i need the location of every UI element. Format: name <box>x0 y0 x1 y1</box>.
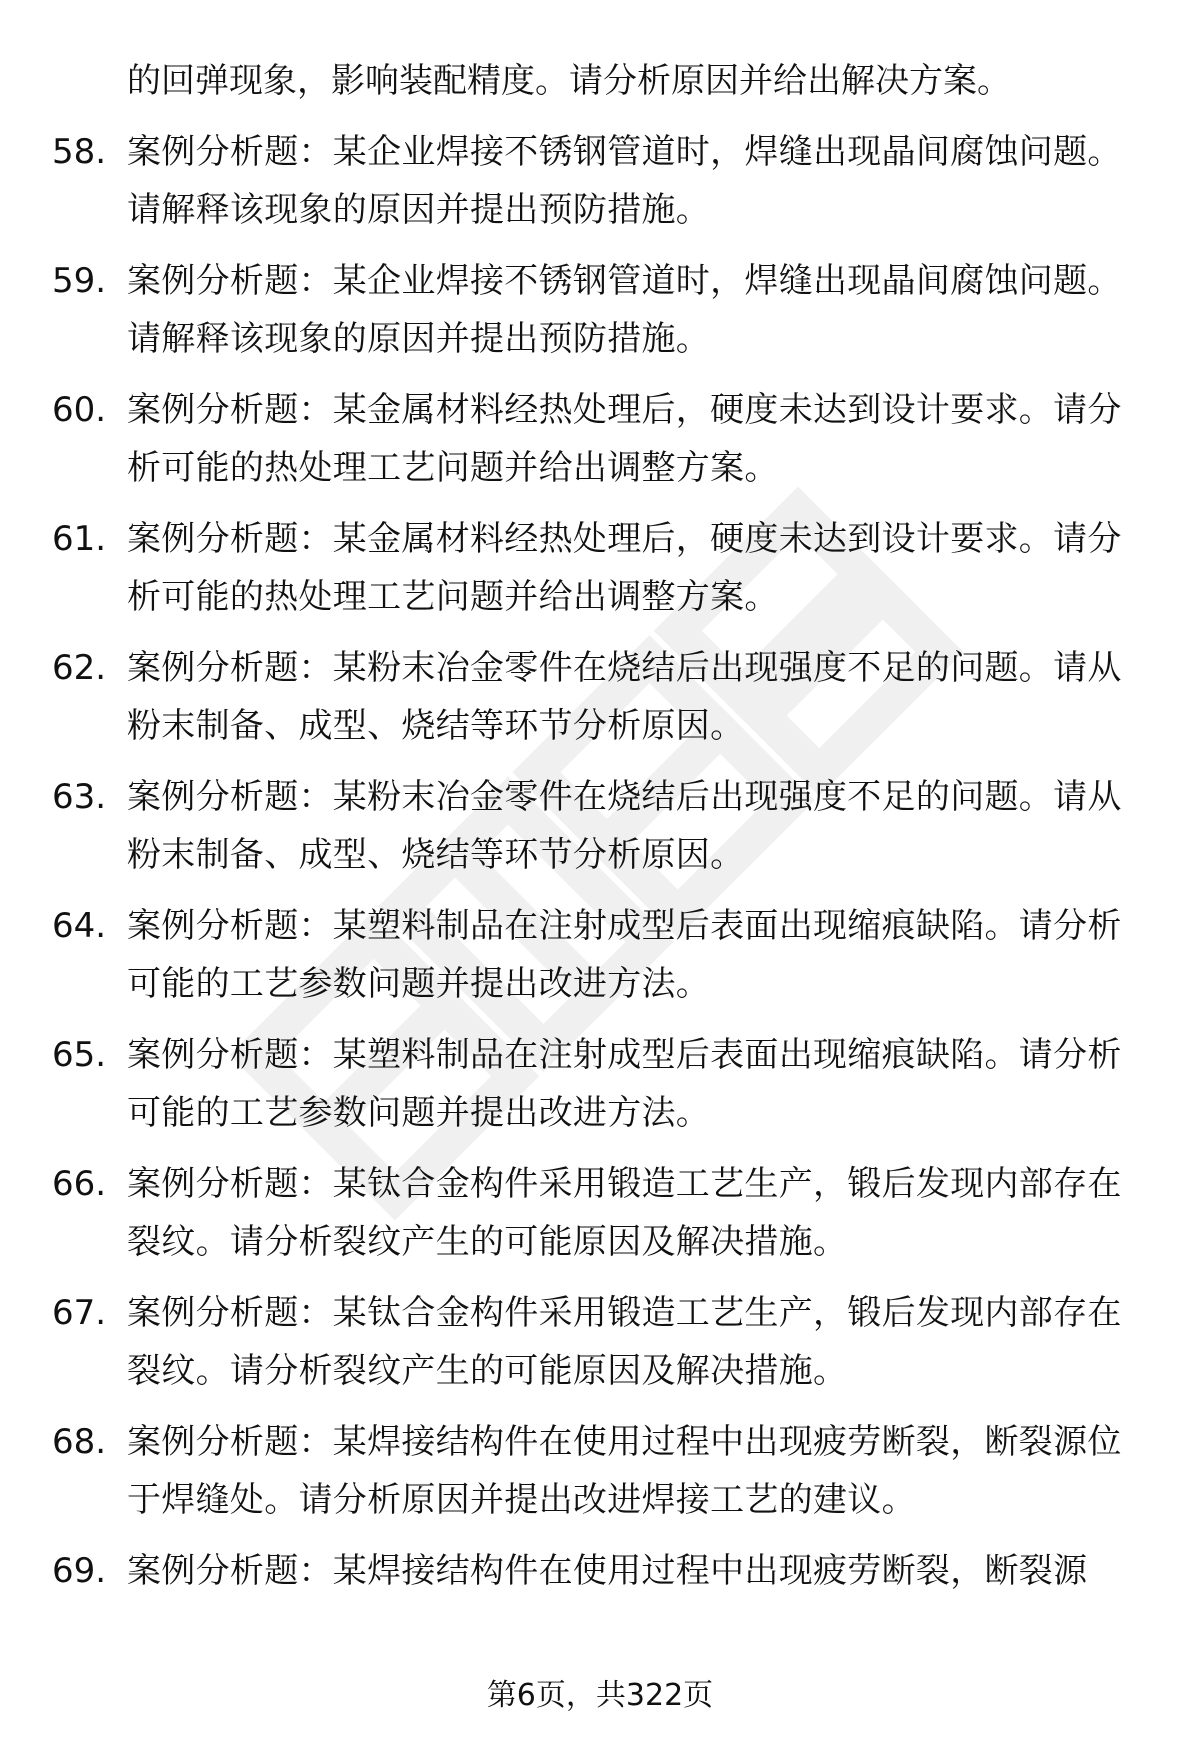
item-text: 案例分析题：某粉末冶金零件在烧结后出现强度不足的问题。请从粉末制备、成型、烧结等环节分析原因。 <box>127 648 1122 746</box>
item-text: 案例分析题：某塑料制品在注射成型后表面出现缩痕缺陷。请分析可能的工艺参数问题并提出改进方法。 <box>127 906 1122 1004</box>
item-number: 61. <box>52 519 107 559</box>
item-number: 58. <box>52 132 107 172</box>
item-text: 案例分析题：某钛合金构件采用锻造工艺生产，锻后发现内部存在裂纹。请分析裂纹产生的可能原因及解决措施。 <box>127 1164 1122 1262</box>
item-number: 66. <box>52 1164 107 1204</box>
item-number: 62. <box>52 648 107 688</box>
item-number: 67. <box>52 1293 107 1333</box>
list-item <box>0 381 1200 497</box>
page-footer: 第6页，共322页 <box>486 1678 714 1713</box>
question-list <box>0 52 1200 1613</box>
list-item <box>0 639 1200 755</box>
continuation-text: 的回弹现象，影响装配精度。请分析原因并给出解决方案。 <box>127 61 1011 101</box>
item-text: 案例分析题：某焊接结构件在使用过程中出现疲劳断裂，断裂源位于焊缝处。请分析原因并提出改进焊接工艺的建议。 <box>127 1422 1122 1520</box>
list-item <box>0 1155 1200 1271</box>
item-number: 60. <box>52 390 107 430</box>
item-text: 案例分析题：某金属材料经热处理后，硬度未达到设计要求。请分析可能的热处理工艺问题并给出调整方案。 <box>127 519 1122 617</box>
item-text: 案例分析题：某焊接结构件在使用过程中出现疲劳断裂，断裂源 <box>127 1551 1088 1591</box>
list-item <box>0 897 1200 1013</box>
item-number: 64. <box>52 906 107 946</box>
item-text: 案例分析题：某钛合金构件采用锻造工艺生产，锻后发现内部存在裂纹。请分析裂纹产生的可能原因及解决措施。 <box>127 1293 1122 1391</box>
list-item <box>0 510 1200 626</box>
item-number: 59. <box>52 261 107 301</box>
list-item <box>0 1542 1200 1600</box>
list-item <box>0 1413 1200 1529</box>
list-item <box>0 768 1200 884</box>
item-text: 案例分析题：某企业焊接不锈钢管道时，焊缝出现晶间腐蚀问题。请解释该现象的原因并提出预防措施。 <box>127 261 1122 359</box>
item-number: 65. <box>52 1035 107 1075</box>
list-item <box>0 252 1200 368</box>
list-item <box>0 123 1200 239</box>
item-number: 69. <box>52 1551 107 1591</box>
item-number: 68. <box>52 1422 107 1462</box>
item-text: 案例分析题：某金属材料经热处理后，硬度未达到设计要求。请分析可能的热处理工艺问题并给出调整方案。 <box>127 390 1122 488</box>
item-text: 案例分析题：某粉末冶金零件在烧结后出现强度不足的问题。请从粉末制备、成型、烧结等环节分析原因。 <box>127 777 1122 875</box>
item-number: 63. <box>52 777 107 817</box>
list-item <box>0 1026 1200 1142</box>
item-text: 案例分析题：某企业焊接不锈钢管道时，焊缝出现晶间腐蚀问题。请解释该现象的原因并提出预防措施。 <box>127 132 1122 230</box>
item-text: 案例分析题：某塑料制品在注射成型后表面出现缩痕缺陷。请分析可能的工艺参数问题并提出改进方法。 <box>127 1035 1122 1133</box>
list-item <box>0 1284 1200 1400</box>
